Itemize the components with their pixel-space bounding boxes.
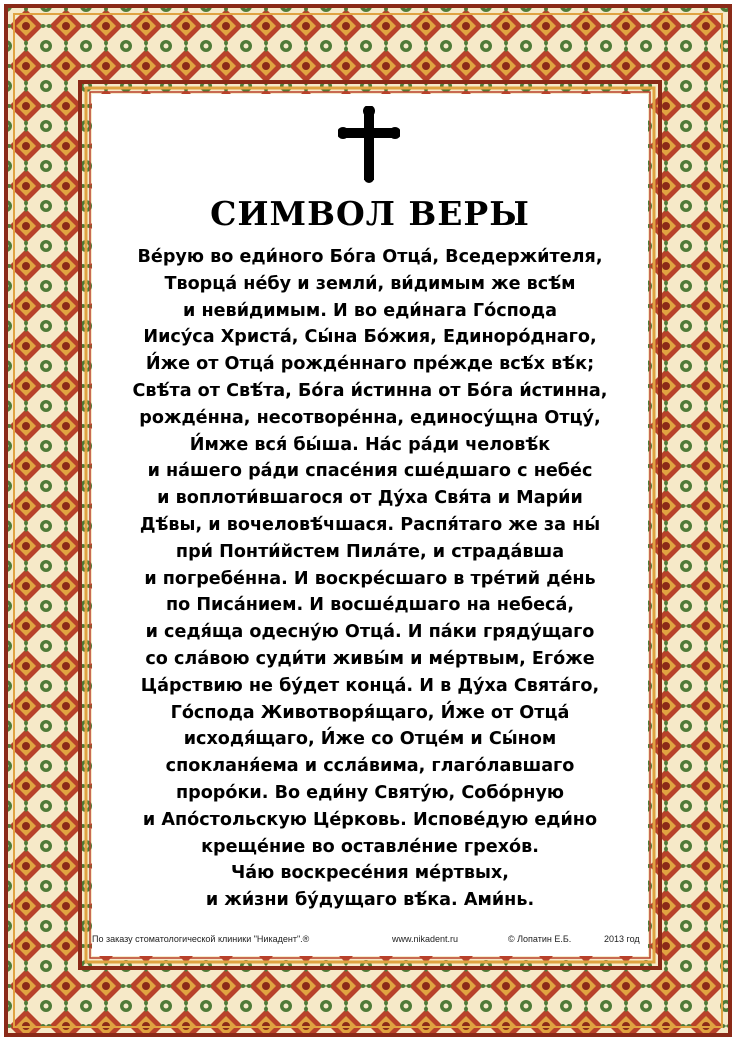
- prayer-line: и на́шего ра́ди спасе́ния сше́дшаго с небе́с: [147, 461, 593, 482]
- prayer-line: Ве́рую во еди́ного Бо́га Отца́, Вседержи́теля,: [137, 247, 603, 267]
- prayer-line: исходя́щаго, И́же со Отце́м и Сы́ном: [183, 729, 557, 750]
- prayer-line: со сла́вою суди́ти живы́м и ме́ртвым, Его́же: [145, 648, 595, 669]
- prayer-panel: [92, 94, 648, 956]
- prayer-line: креще́ние во оставле́ние грехо́в.: [201, 836, 539, 857]
- prayer-line: и Апо́стольскую Це́рковь. Испове́дую еди́но: [142, 809, 598, 830]
- prayer-line: проро́ки. Во еди́ну Святу́ю, Собо́рную: [175, 782, 565, 803]
- prayer-line: и погребе́нна. И воскре́сшаго в тре́тий де́нь: [144, 568, 596, 589]
- prayer-line: по Писа́нием. И восше́дшаго на небеса́,: [165, 595, 575, 616]
- prayer-line: и воплоти́вшагося от Ду́ха Свя́та и Мари́и: [157, 488, 583, 509]
- prayer-line: и жи́зни бу́дущаго вѣ́ка. Ами́нь.: [205, 890, 535, 911]
- prayer-line: рожде́нна, несотворе́нна, единосу́щна Отцу́,: [139, 407, 601, 428]
- prayer-line: И́же от Отца́ рожде́ннаго пре́жде всѣ́х вѣ́к;: [145, 354, 595, 375]
- prayer-line: и неви́димым. И во еди́нага Го́спода: [183, 300, 557, 321]
- prayer-line: при́ Понти́йстем Пила́те, и страда́вша: [175, 541, 565, 562]
- footer: [92, 934, 648, 948]
- prayer-line: Ца́рствию не бу́дет конца́. И в Ду́ха Свята́го,: [140, 675, 600, 696]
- footer-website: www.nikadent.ru: [392, 934, 459, 944]
- prayer-line: Иису́са Христа́, Сы́на Бо́жия, Единоро́днаго,: [143, 327, 597, 348]
- prayer-line: Ча́ю воскресе́ния ме́ртвых,: [231, 863, 509, 884]
- prayer-line: Свѣ́та от Свѣ́та, Бо́га и́стинна от Бо́га и́стинна,: [132, 380, 608, 401]
- prayer-line: Творца́ не́бу и земли́, ви́димым же всѣ́м: [164, 273, 576, 294]
- prayer-line: спокланя́ема и ссла́вима, глаго́лавшаго: [165, 756, 575, 777]
- prayer-text: [92, 244, 648, 914]
- footer-order-note: По заказу стоматологической клиники "Никадент".®: [92, 934, 310, 944]
- prayer-line: Го́спода Животворя́щаго, И́же от Отца́: [170, 702, 570, 723]
- footer-year: 2013 год: [604, 934, 640, 944]
- prayer-line: и седя́ща одесну́ю Отца́. И па́ки гряду́щаго: [145, 622, 595, 643]
- footer-copyright: © Лопатин Е.Б.: [508, 934, 572, 944]
- prayer-line: И́мже вся́ бы́ша. На́с ра́ди человѣ́к: [189, 434, 551, 455]
- prayer-line: Дѣ́вы, и вочеловѣ́чшася. Распя́таго же за ны́: [139, 514, 601, 535]
- orthodox-cross-icon: [338, 106, 400, 184]
- page-title: СИМВОЛ ВЕРЫ: [210, 194, 530, 233]
